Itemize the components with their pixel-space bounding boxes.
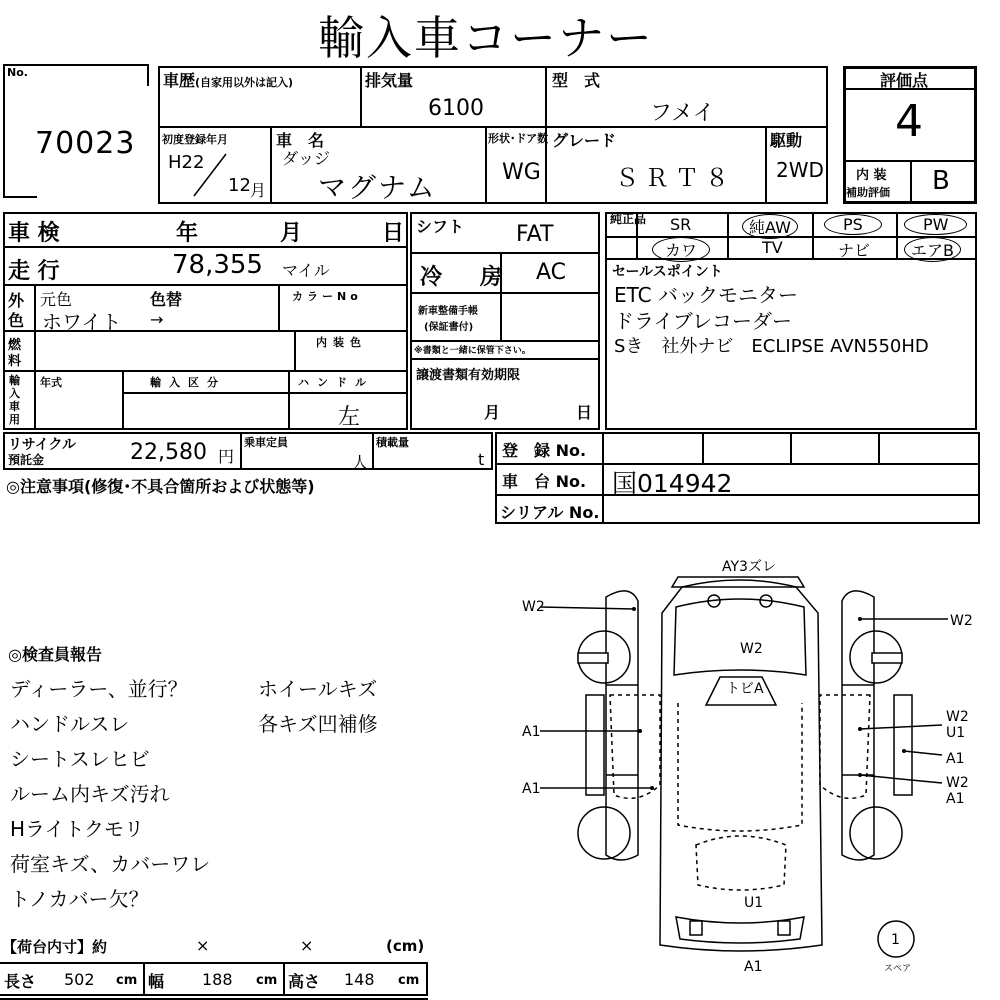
- diagram-label-tobi: トビA: [726, 681, 764, 697]
- transfer-month: 月: [484, 403, 501, 422]
- color-code-label: カラーNo: [292, 290, 362, 303]
- drive-value: 2WD: [776, 158, 824, 182]
- registration-label: 登 録 No.: [502, 441, 587, 460]
- ac-label: 冷 房: [420, 265, 511, 290]
- diagram-label-w2: W2: [950, 613, 973, 629]
- equip-tv: TV: [762, 238, 783, 257]
- mileage-label: 走 行: [8, 259, 60, 284]
- displacement-label: 排気量: [365, 71, 414, 90]
- diagram-label-a1: A1: [946, 791, 965, 807]
- inspection-month: 月: [280, 221, 303, 246]
- report-line: 各キズ凹補修: [258, 712, 378, 736]
- sales-point-2: ドライブレコーダー: [614, 309, 792, 333]
- mileage-unit: マイル: [282, 261, 330, 280]
- sales-label: セールスポイント: [612, 264, 723, 280]
- lot-number: 70023: [35, 126, 136, 161]
- shift-label: シフト: [416, 217, 465, 236]
- fuel-label-2: 料: [8, 354, 22, 369]
- report-line: ハンドルスレ: [10, 712, 130, 736]
- sales-point-3: Sき 社外ナビ ECLIPSE AVN550HD: [614, 336, 929, 357]
- cargo-width-label: 幅: [148, 972, 165, 991]
- import-category-label: 輸入区分: [150, 376, 226, 389]
- first-reg-era: H22: [168, 152, 205, 173]
- chassis-label: 車 台 No.: [502, 472, 587, 491]
- first-reg-label: 初度登録年月: [162, 133, 228, 146]
- cargo-width-unit: cm: [256, 973, 278, 988]
- equip-leather: カワ: [652, 237, 710, 262]
- handle-value: 左: [338, 405, 361, 430]
- manual-note: ※書類と一緒に保管下さい。: [414, 346, 531, 356]
- diagram-label-ay3: AY3ズレ: [722, 559, 776, 575]
- import-label-1: 輸: [9, 374, 20, 387]
- serial-label: シリアル No.: [500, 503, 600, 522]
- diagram-label-w2: W2: [946, 709, 969, 725]
- diagram-label-a1: A1: [744, 959, 763, 975]
- cargo-length-label: 長さ: [4, 972, 37, 991]
- color-label-1: 外: [8, 291, 25, 310]
- interior-value: B: [932, 166, 950, 196]
- grade-label: グレード: [552, 131, 617, 150]
- equip-sr: SR: [670, 215, 692, 234]
- transfer-label: 譲渡書類有効期限: [416, 368, 521, 383]
- recycle-label-1: リサイクル: [8, 437, 77, 453]
- diagram-label-a1: A1: [522, 781, 541, 797]
- first-reg-month-unit: 月: [250, 181, 267, 200]
- diagram-label-w2: W2: [522, 599, 545, 615]
- equipment-label: 純正品: [610, 212, 647, 226]
- lot-box: [3, 64, 153, 202]
- report-line: シートスレヒビ: [10, 747, 150, 771]
- capacity-label: 乗車定員: [244, 436, 288, 449]
- manual-label-2: (保証書付): [424, 322, 474, 333]
- body-value: WG: [502, 160, 541, 185]
- cargo-length: 502: [64, 970, 95, 989]
- diagram-label-a1: A1: [946, 751, 965, 767]
- shift-value: FAT: [516, 222, 554, 247]
- lot-no-label: No.: [7, 66, 28, 79]
- color-arrow: →: [150, 310, 164, 329]
- drive-label: 駆動: [770, 131, 803, 150]
- diagram-label-a1: A1: [522, 724, 541, 740]
- notes-label: ◎注意事項(修復･不具合箇所および状態等): [6, 477, 315, 496]
- color-change-label: 色替: [150, 290, 183, 309]
- mileage-value: 78,355: [172, 250, 263, 280]
- car-damage-diagram: [500, 555, 990, 985]
- model-value: フメイ: [650, 101, 715, 126]
- report-line: ディーラー、並行？: [10, 677, 188, 701]
- history-sub: (自家用以外は記入): [195, 76, 294, 89]
- cargo-times-2: ×: [300, 936, 314, 955]
- cargo-unit: (cm): [386, 937, 425, 955]
- inspection-year: 年: [176, 221, 199, 246]
- cargo-times-1: ×: [196, 936, 210, 955]
- load-label: 積載量: [376, 436, 409, 449]
- inspection-day: 日: [382, 221, 405, 246]
- recycle-unit: 円: [218, 447, 235, 466]
- inspection-label: 車 検: [8, 221, 60, 246]
- chassis-value: 国014942: [612, 469, 733, 498]
- cargo-label: 【荷台内寸】約: [2, 938, 108, 956]
- history-label: 車歴: [163, 71, 196, 90]
- cargo-width: 188: [202, 970, 233, 989]
- ac-value: AC: [536, 260, 567, 285]
- import-year-label: 年式: [40, 376, 62, 389]
- body-label: 形状･ドア数: [488, 132, 549, 145]
- model-label: 型 式: [552, 71, 601, 90]
- transfer-day: 日: [576, 403, 593, 422]
- recycle-label-2: 預託金: [8, 453, 45, 467]
- report-line: Hライトクモリ: [10, 817, 145, 841]
- equip-airbag: エアB: [904, 237, 961, 262]
- displacement-value: 6100: [428, 96, 484, 121]
- handle-label: ハンドル: [298, 376, 374, 389]
- car-name: マグナム: [318, 171, 437, 204]
- load-unit: t: [478, 450, 485, 469]
- report-line: トノカバー欠？: [10, 887, 149, 911]
- grade-value: ＳＲＴ８: [615, 164, 735, 192]
- score-value: 4: [895, 96, 923, 147]
- manual-label-1: 新車整備手帳: [418, 306, 478, 317]
- cargo-height: 148: [344, 970, 375, 989]
- color-label-2: 色: [8, 311, 25, 330]
- capacity-unit: 人: [352, 453, 369, 472]
- cargo-height-unit: cm: [398, 973, 420, 988]
- equip-power-steering: PS: [824, 214, 882, 235]
- cargo-height-label: 高さ: [288, 972, 321, 991]
- report-line: ホイールキズ: [258, 677, 378, 701]
- import-label-3: 車: [9, 400, 20, 413]
- equip-alloy-wheels: 純AW: [742, 214, 798, 239]
- report-label: ◎検査員報告: [8, 645, 102, 664]
- interior-label-2: 補助評価: [846, 186, 890, 199]
- interior-label-1: 内 装: [856, 168, 887, 183]
- car-maker: ダッジ: [282, 149, 331, 168]
- equip-navi: ナビ: [838, 241, 871, 260]
- diagram-label-u1: U1: [744, 895, 764, 911]
- spare-number: 1: [891, 932, 900, 948]
- diagram-label-w2: W2: [946, 775, 969, 791]
- import-label-4: 用: [9, 413, 20, 426]
- sales-point-1: ETC バックモニター: [614, 283, 799, 307]
- interior-color-label: 内装色: [316, 336, 367, 349]
- report-line: 荷室キズ、カバーワレ: [10, 852, 211, 876]
- diagram-label-u1: U1: [946, 725, 966, 741]
- fuel-label-1: 燃: [8, 338, 22, 353]
- car-name-label: 車 名: [276, 131, 325, 150]
- page-title: 輸入車コーナー: [318, 11, 654, 65]
- original-color-label: 元色: [40, 290, 73, 309]
- original-color: ホワイト: [42, 310, 122, 334]
- recycle-value: 22,580: [130, 440, 207, 465]
- import-label-2: 入: [9, 387, 20, 400]
- first-reg-month: 12: [228, 175, 251, 196]
- cargo-length-unit: cm: [116, 973, 138, 988]
- report-line: ルーム内キズ汚れ: [10, 782, 170, 806]
- equip-power-windows: PW: [904, 214, 967, 235]
- spare-label: スペア: [884, 964, 912, 974]
- diagram-label-w2: W2: [740, 641, 763, 657]
- score-label: 評価点: [880, 71, 929, 90]
